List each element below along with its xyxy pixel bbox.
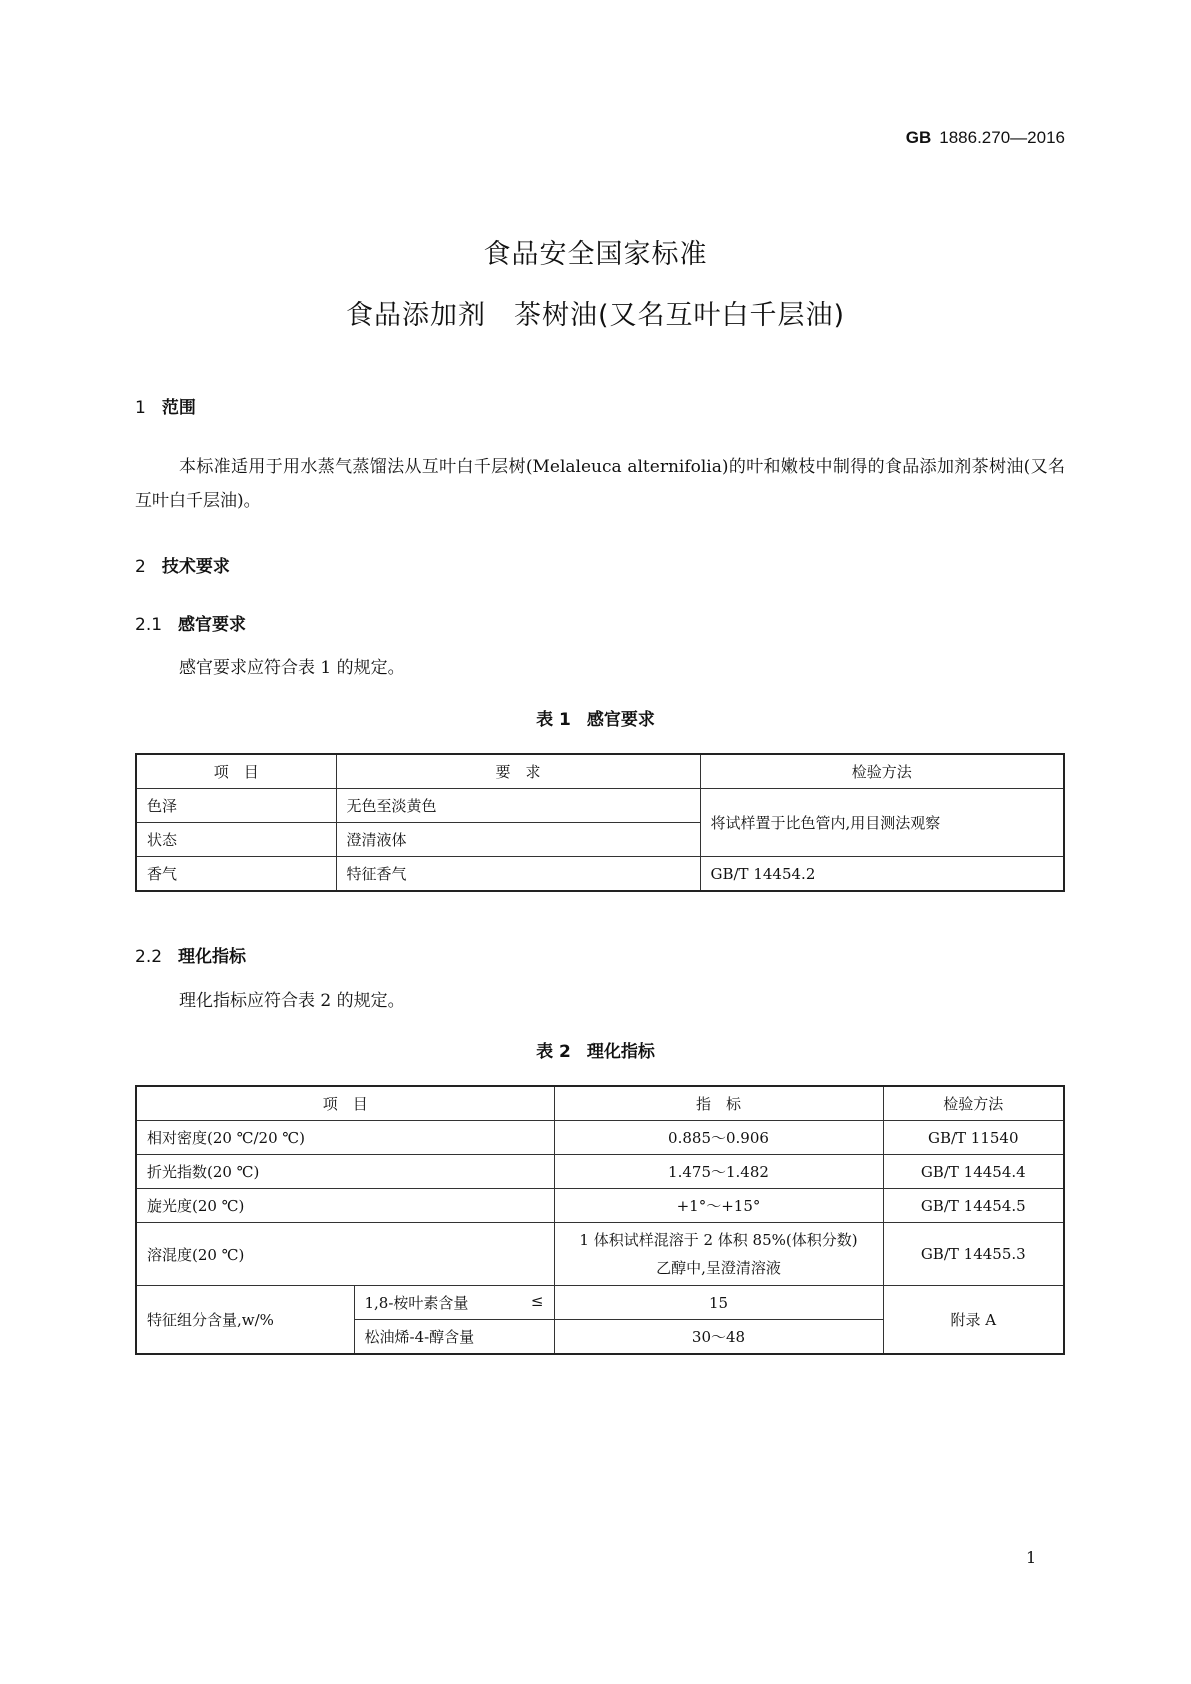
cell: 特征组分含量,w/%: [136, 1286, 354, 1355]
cell: 无色至淡黄色: [336, 789, 700, 823]
section-1-heading: 1 范围: [135, 398, 196, 418]
cell: 折光指数(20 ℃): [136, 1155, 554, 1189]
cell: GB/T 14454.2: [700, 857, 1064, 892]
header-cell: 检验方法: [700, 754, 1064, 789]
cell: 0.885～0.906: [554, 1121, 883, 1155]
cell: +1°～+15°: [554, 1189, 883, 1223]
table-row: [136, 1155, 1064, 1189]
standard-number: GB 1886.270—2016: [905, 128, 1065, 147]
cell: 附录 A: [883, 1286, 1064, 1355]
cell: GB/T 14454.5: [883, 1189, 1064, 1223]
cell: GB/T 11540: [883, 1121, 1064, 1155]
table-row: [136, 857, 1064, 892]
cell: 特征香气: [336, 857, 700, 892]
cell: GB/T 14454.4: [883, 1155, 1064, 1189]
cell: 松油烯-4-醇含量: [354, 1320, 554, 1355]
cell: 色泽: [136, 789, 336, 823]
table-row: [136, 1223, 1064, 1286]
header-cell: 项 目: [136, 1086, 554, 1121]
cell: 1.475～1.482: [554, 1155, 883, 1189]
cell: 1,8-桉叶素含量 ≤: [354, 1286, 554, 1320]
doc-title: 食品安全国家标准: [483, 239, 708, 270]
section-2-heading: 2 技术要求: [135, 557, 230, 577]
section-2-2-heading: 2.2 理化指标: [135, 947, 247, 967]
header-cell: 检验方法: [883, 1086, 1064, 1121]
table-row: [136, 1286, 1064, 1320]
cell: 澄清液体: [336, 823, 700, 857]
table-1-caption: 表 1 感官要求: [536, 710, 655, 730]
table-header-row: [136, 1086, 1064, 1121]
table-2-caption: 表 2 理化指标: [536, 1042, 655, 1062]
section-2-2-paragraph: 理化指标应符合表 2 的规定。: [179, 991, 405, 1011]
cell: 30～48: [554, 1320, 883, 1355]
cell: 将试样置于比色管内,用目测法观察: [700, 789, 1064, 857]
cell: 状态: [136, 823, 336, 857]
page-number: 1: [1026, 1548, 1037, 1567]
section-1-paragraph: 本标准适用于用水蒸气蒸馏法从互叶白千层树(Melaleuca alternifolia)的叶和嫩枝中制得的食品添加剂茶树油(又名互叶白千层油)。: [135, 457, 1065, 511]
cell: 1 体积试样混溶于 2 体积 85%(体积分数)乙醇中,呈澄清溶液: [554, 1223, 883, 1286]
cell: 15: [554, 1286, 883, 1320]
table-row: [136, 789, 1064, 823]
cell: 香气: [136, 857, 336, 892]
header-cell: 要 求: [336, 754, 700, 789]
cell: 溶混度(20 ℃): [136, 1223, 554, 1286]
doc-subtitle: 食品添加剂 茶树油(又名互叶白千层油): [345, 300, 846, 331]
table-1: [135, 753, 1065, 892]
section-2-1-paragraph: 感官要求应符合表 1 的规定。: [179, 658, 405, 678]
cell: 旋光度(20 ℃): [136, 1189, 554, 1223]
cell: 相对密度(20 ℃/20 ℃): [136, 1121, 554, 1155]
table-2: [135, 1085, 1065, 1355]
section-2-1-heading: 2.1 感官要求: [135, 615, 247, 635]
header-cell: 指 标: [554, 1086, 883, 1121]
table-row: [136, 1189, 1064, 1223]
header-cell: 项 目: [136, 754, 336, 789]
cell: GB/T 14455.3: [883, 1223, 1064, 1286]
table-header-row: [136, 754, 1064, 789]
table-row: [136, 1121, 1064, 1155]
